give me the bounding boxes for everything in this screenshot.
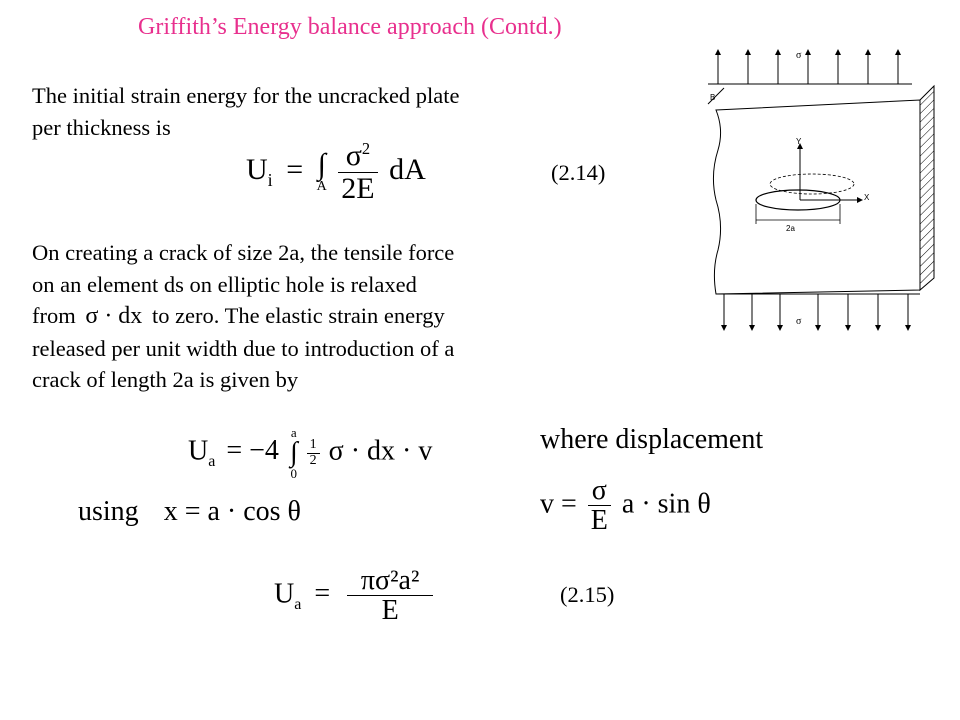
eq-integrand: σ · dx · v [328,435,433,467]
intro-line-2: per thickness is [32,114,171,140]
eq-ui-symbol: U [246,152,268,186]
crack-line-3 [32,300,454,333]
eq-result-denominator: E [347,595,433,625]
using-label: using [78,496,139,527]
equation-number-2-14: (2.14) [551,160,606,185]
integral-upper-limit: a [290,425,297,440]
sigma-top-label: σ [796,50,802,61]
equation-initial-strain-energy [246,140,426,204]
crack-line-4: released per unit width due to introduction of a [32,335,455,361]
cracked-plate-figure [688,40,950,340]
equation-displacement [540,476,711,536]
thickness-label: B [710,93,716,102]
intro-line-1: The initial strain energy for the uncracked plate [32,83,460,108]
equation-number-2-15: (2.15) [560,582,615,607]
crack-paragraph [32,237,454,396]
plate-thickness-edge [920,86,934,290]
eq-v-modulus: E [588,505,611,535]
eq-result-numerator: πσ²a² [360,565,420,596]
slide-title: Griffith’s Energy balance approach (Contd.) [138,14,562,40]
x-axis-label: X [864,193,870,202]
eq-equals: = [286,152,304,186]
integral-sign: ∫ [289,437,298,468]
eq-ua-result-subscript: a [294,595,302,613]
substitution-expression [78,496,301,528]
eq-minus-four: = −4 [226,435,279,467]
crack-line-2: on an element ds on elliptic hole is relaxed [32,271,417,297]
bottom-tension-arrows [724,294,908,328]
integral-domain: A [316,179,327,194]
where-displacement-label: where displacement [540,424,764,455]
top-tension-arrows [718,52,898,84]
half-denominator: 2 [307,453,320,469]
integral-lower-limit: 0 [290,466,298,481]
crack-line-3-rest: to zero. The elastic strain energy [151,303,445,328]
sigma-bottom-label: σ [796,316,802,327]
eq-ua-result-symbol: U [274,578,295,610]
eq-v-tail: a · sin θ [621,488,711,520]
crack-length-label: 2a [786,224,795,233]
crack-line-5: crack of length 2a is given by [32,367,299,392]
plate-outline [713,100,920,294]
y-axis-label: Y [796,137,802,146]
equation-released-energy-result [274,566,437,626]
intro-paragraph [32,80,460,143]
eq-sigma-power: 2 [361,139,371,158]
half-numerator: 1 [309,436,317,452]
eq-da: dA [389,152,426,186]
eq-ui-subscript: i [267,169,273,190]
integral-sign: ∫ [317,148,326,181]
crack-line-3-from: from [32,303,76,328]
sigma-dx-expression: σ · dx [85,303,143,329]
eq-sigma: σ [345,139,362,172]
eq-denominator: 2E [338,172,377,205]
eq-ua-subscript: a [208,453,216,471]
x-substitution: x = a · cos θ [163,496,301,527]
eq-ua-symbol: U [188,435,209,467]
equation-released-energy-integral [188,426,432,480]
crack-line-1: On creating a crack of size 2a, the tensile force [32,240,455,265]
eq-equals: = [314,578,331,610]
eq-v-sigma: σ [591,475,607,506]
eq-v-lhs: v = [540,488,577,520]
